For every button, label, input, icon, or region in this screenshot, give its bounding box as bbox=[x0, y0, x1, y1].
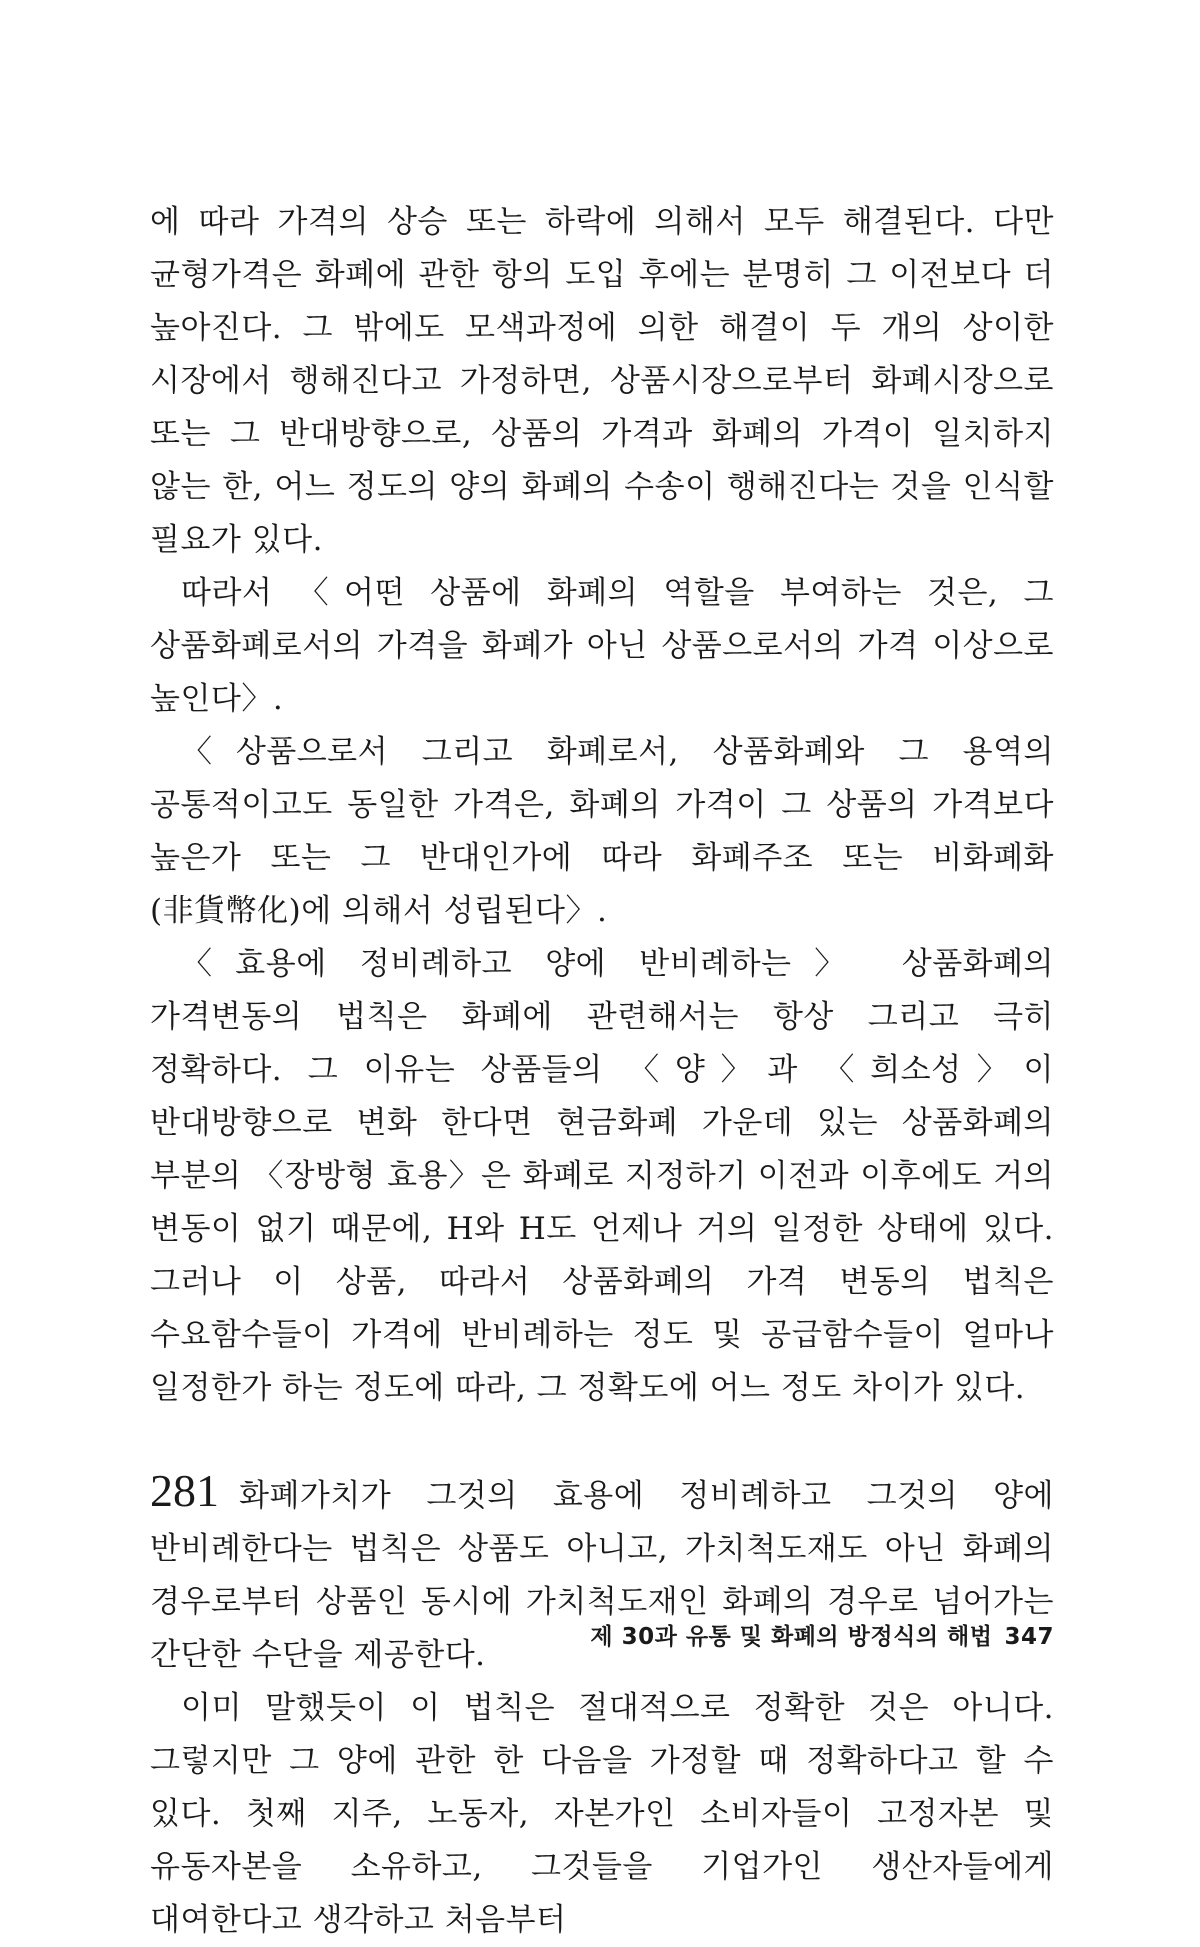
paragraph-following: 이미 말했듯이 이 법칙은 절대적으로 정확한 것은 아니다. 그렇지만 그 양에 관한 한 다음을 가정할 때 정확하다고 할 수 있다. 첫째 지주, 노동자, 자본가인 소비자들이 고정자본 및 유동자본을 소유하고, 그것들을 기업가인 생산자들에게 대여한다고 생각하고 처음부터 bbox=[150, 1690, 1054, 1938]
paragraph-law-of-price: 〈효용에 정비례하고 양에 반비례하는〉 상품화폐의 가격변동의 법칙은 화폐에 관련해서는 항상 그리고 극히 정확하다. 그 이유는 상품들의 〈양〉과 〈희소성〉이 반대방향으로 변화 한다면 현금화폐 가운데 있는 상품화폐의 부분의 〈장방형 효용〉은 화폐로 지정하기 이전과 이후에도 거의 변동이 없기 때문에, H와 H도 언제나 거의 일정한 상태에 있다. 그러나 이 상품, 따라서 상품화폐의 가격 변동의 법칙은 수요함수들이 가격에 반비례하는 정도 및 공급함수들이 얼마나 일정한가 하는 정도에 따라, 그 정확도에 어느 정도 차이가 있다. bbox=[150, 946, 1054, 1406]
body-text bbox=[150, 196, 1054, 1947]
paragraph-quote-2: 〈상품으로서 그리고 화폐로서, 상품화폐와 그 용역의 공통적이고도 동일한 가격은, 화폐의 가격이 그 상품의 가격보다 높은가 또는 그 반대인가에 따라 화폐주조 또는 비화폐화(非貨幣化)에 의해서 성립된다〉. bbox=[150, 734, 1054, 929]
footer-chapter-title: 제 30과 유통 및 화폐의 방정식의 해법 bbox=[590, 1624, 993, 1650]
section-gap bbox=[150, 1415, 1054, 1468]
section-281-text: 화폐가치가 그것의 효용에 정비례하고 그것의 양에 반비례한다는 법칙은 상품도 아니고, 가치척도재도 아닌 화폐의 경우로부터 상품인 동시에 가치척도재인 화폐의 경우로 넘어가는 간단한 수단을 제공한다. bbox=[150, 1478, 1054, 1673]
section-number: 281 bbox=[150, 1465, 219, 1516]
running-footer bbox=[590, 1618, 1054, 1651]
page-number: 347 bbox=[1004, 1624, 1054, 1650]
paragraph-quote-1: 따라서 〈어떤 상품에 화폐의 역할을 부여하는 것은, 그 상품화폐로서의 가격을 화폐가 아닌 상품으로서의 가격 이상으로 높인다〉. bbox=[150, 575, 1054, 717]
paragraph-continuation: 에 따라 가격의 상승 또는 하락에 의해서 모두 해결된다. 다만 균형가격은 화폐에 관한 항의 도입 후에는 분명히 그 이전보다 더 높아진다. 그 밖에도 모색과정에 의한 해결이 두 개의 상이한 시장에서 행해진다고 가정하면, 상품시장으로부터 화폐시장으로 또는 그 반대방향으로, 상품의 가격과 화폐의 가격이 일치하지 않는 한, 어느 정도의 양의 화폐의 수송이 행해진다는 것을 인식할 필요가 있다. bbox=[150, 204, 1054, 558]
